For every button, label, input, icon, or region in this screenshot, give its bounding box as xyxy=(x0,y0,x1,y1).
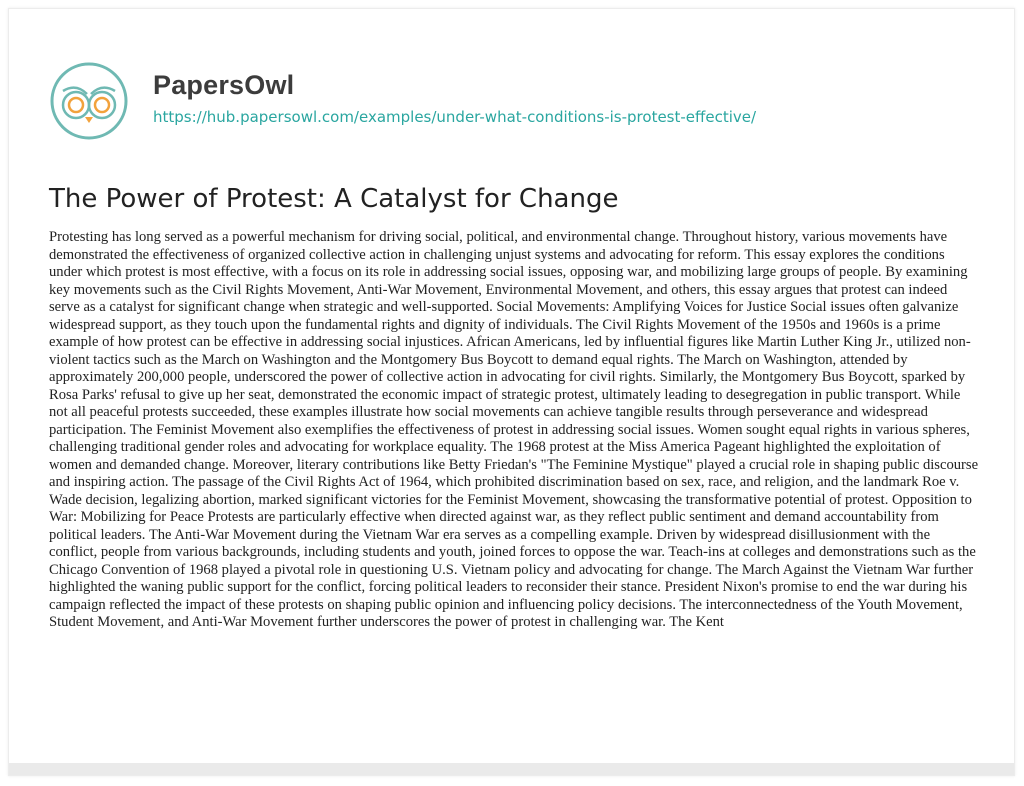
source-url-link[interactable]: https://hub.papersowl.com/examples/under-what-conditions-is-protest-effective/ xyxy=(153,108,757,126)
page-bottom-bar xyxy=(9,763,1014,775)
document-page xyxy=(8,8,1015,776)
page-title: The Power of Protest: A Catalyst for Change xyxy=(49,184,619,214)
brand-block xyxy=(153,68,756,128)
brand-name: PapersOwl xyxy=(153,70,295,100)
site-header xyxy=(49,61,756,141)
essay-body: Protesting has long served as a powerful mechanism for driving social, political, and environmental change. Throughout history, various movements have demonstrated the effectiveness of organized collective action in challenging unjust systems and advocating for reform. This essay explores the conditions under which protest is most effective, with a focus on its role in addressing social issues, opposing war, and mobilizing large groups of people. By examining key movements such as the Civil Rights Movement, Anti-War Movement, Environmental Movement, and others, this essay argues that protest can indeed serve as a catalyst for significant change when strategic and well-supported. Social Movements: Amplifying Voices for Justice Social issues often galvanize widespread support, as they touch upon the fundamental rights and dignity of individuals. The Civil Rights Movement of the 1950s and 1960s is a prime example of how protest can be effective in addressing social injustices. African Americans, led by influential figures like Martin Luther King Jr., utilized non-violent tactics such as the March on Washington and the Montgomery Bus Boycott to demand equal rights. The March on Washington, attended by approximately 200,000 people, underscored the power of collective action in advocating for civil rights. Similarly, the Montgomery Bus Boycott, sparked by Rosa Parks' refusal to give up her seat, demonstrated the economic impact of strategic protest, ultimately leading to desegregation in public transport. While not all peaceful protests succeeded, these examples illustrate how social movements can achieve tangible results through perseverance and widespread participation. The Feminist Movement also exemplifies the effectiveness of protest in addressing social issues. Women sought equal rights in various spheres, challenging traditional gender roles and advocating for workplace equality. The 1968 protest at the Miss America Pageant highlighted the exploitation of women and demanded change. Moreover, literary contributions like Betty Friedan's "The Feminine Mystique" played a crucial role in shaping public discourse and inspiring action. The passage of the Civil Rights Act of 1964, which prohibited discrimination based on sex, race, and religion, and the landmark Roe v. Wade decision, legalizing abortion, marked significant victories for the Feminist Movement, showcasing the transformative potential of protest. Opposition to War: Mobilizing for Peace Protests are particularly effective when directed against war, as they reflect public sentiment and demand accountability from political leaders. The Anti-War Movement during the Vietnam War era serves as a compelling example. Driven by widespread disillusionment with the conflict, people from various backgrounds, including students and youth, joined forces to oppose the war. Teach-ins at colleges and demonstrations such as the Chicago Convention of 1968 played a pivotal role in questioning U.S. Vietnam policy and advocating for change. The March Against the Vietnam War further highlighted the waning public support for the conflict, forcing political leaders to reconsider their stance. President Nixon's promise to end the war during his campaign reflected the impact of these protests on shaping public opinion and influencing policy decisions. The interconnectedness of the Youth Movement, Student Movement, and Anti-War Movement further underscores the power of protest in challenging war. The Kent xyxy=(49,229,979,630)
owl-eyes-icon xyxy=(49,61,129,141)
